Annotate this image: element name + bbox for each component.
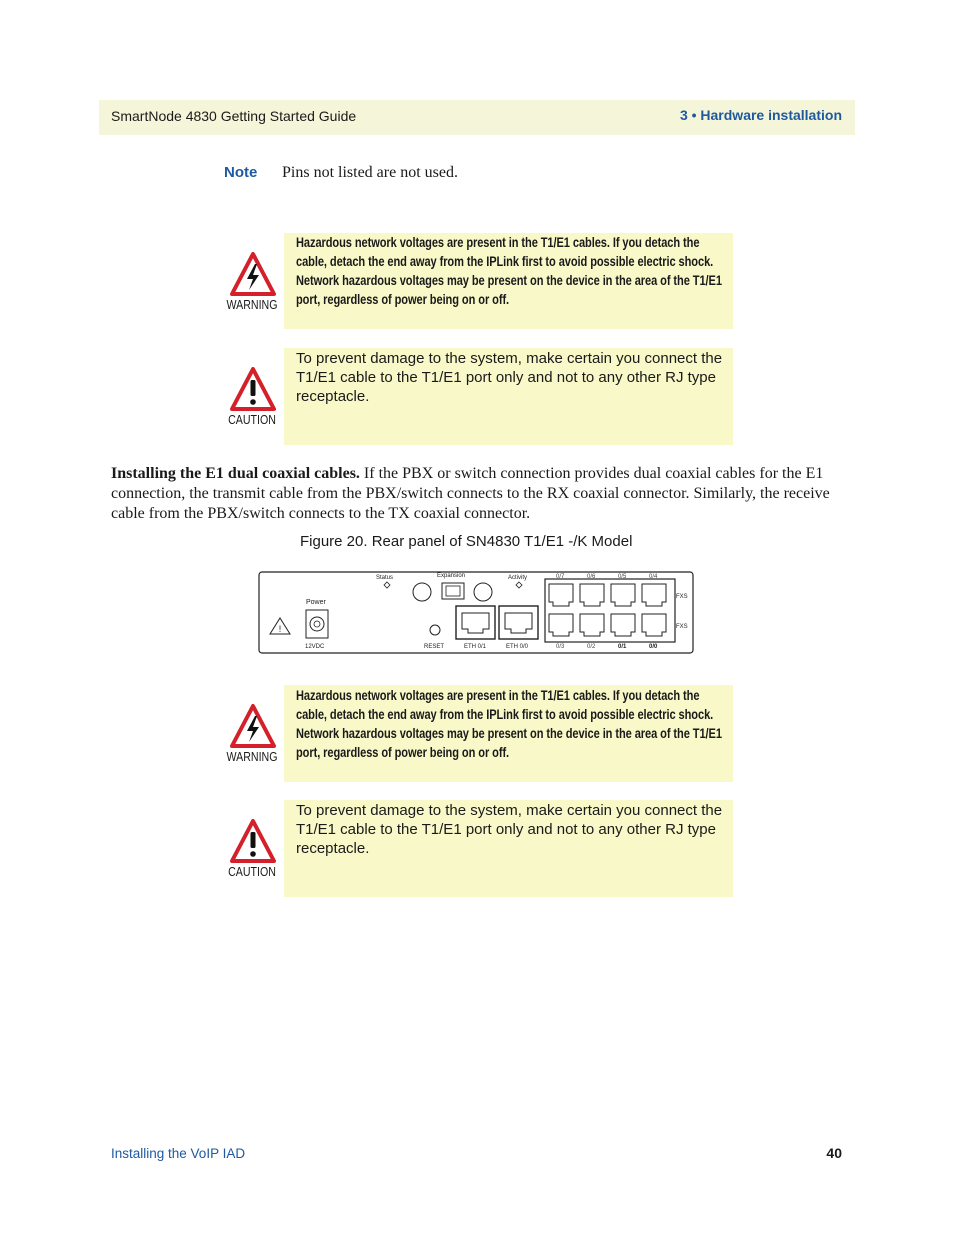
warning-lightning-icon xyxy=(230,252,276,296)
footer-section-title: Installing the VoIP IAD xyxy=(111,1146,246,1161)
page-number: 40 xyxy=(826,1145,842,1161)
rear-panel-figure xyxy=(258,570,695,656)
caution-exclamation-icon xyxy=(230,367,276,411)
port-label-01: 0/1 xyxy=(618,644,627,650)
warning-label: WARNING xyxy=(226,298,278,312)
activity-label: Activity xyxy=(508,575,528,581)
port-label-02: 0/2 xyxy=(587,644,596,650)
caution-text: To prevent damage to the system, make certain you connect the T1/E1 cable to the T1/E1 port only and not to any other RJ type receptacle. xyxy=(296,350,723,405)
warning-lightning-icon-2 xyxy=(230,704,276,748)
port-label-03: 0/3 xyxy=(556,644,565,650)
power-label: Power xyxy=(306,599,326,606)
port-label-04: 0/4 xyxy=(649,574,658,580)
eth0-label: ETH 0/0 xyxy=(506,644,529,650)
note-text: Pins not listed are not used. xyxy=(282,164,458,181)
port-label-05: 0/5 xyxy=(618,574,627,580)
paragraph-text: If the PBX or switch connection provides dual coaxial cables for the E1 connection, the transmit cable from the PBX/switch connects to the RX coaxial connector. Similarly, the receive cable from the PBX/switch connects to the TX coaxial connector. xyxy=(111,465,830,522)
port-label-06: 0/6 xyxy=(587,574,596,580)
panel-warning-mark: ! xyxy=(278,624,282,634)
port-label-07: 0/7 xyxy=(556,574,565,580)
paragraph-heading: Installing the E1 dual coaxial cables. xyxy=(111,465,360,482)
figure-caption: Figure 20. Rear panel of SN4830 T1/E1 -/K Model xyxy=(300,533,633,550)
fxs-label-bottom: FXS xyxy=(676,624,688,630)
fxs-label-top: FXS xyxy=(676,594,688,600)
caution-label: CAUTION xyxy=(228,413,276,427)
caution-label-2: CAUTION xyxy=(228,865,276,879)
warning-label-2: WARNING xyxy=(226,750,278,764)
header-doc-title: SmartNode 4830 Getting Started Guide xyxy=(111,108,357,124)
expansion-label: Expansion xyxy=(437,573,466,579)
eth1-label: ETH 0/1 xyxy=(464,644,487,650)
caution-text-2: To prevent damage to the system, make certain you connect the T1/E1 cable to the T1/E1 port only and not to any other RJ type receptacle. xyxy=(296,802,723,857)
header-chapter: 3 • Hardware installation xyxy=(679,107,842,123)
note-label: Note xyxy=(224,164,258,181)
vdc-label: 12VDC xyxy=(305,644,325,650)
body-paragraph xyxy=(111,464,841,524)
port-label-00: 0/0 xyxy=(649,644,658,650)
reset-label: RESET xyxy=(424,644,445,650)
status-label: Status xyxy=(376,575,394,581)
warning-text: Hazardous network voltages are present in the T1/E1 cables. If you detach the cable, detach the end away from the IPLink first to avoid possible electric shock. Network hazardous voltages may be present on the device in the area of the T1/E1 port, regardless of power being on or off. xyxy=(296,235,722,307)
warning-text-2: Hazardous network voltages are present in the T1/E1 cables. If you detach the cable, detach the end away from the IPLink first to avoid possible electric shock. Network hazardous voltages may be present on the device in the area of the T1/E1 port, regardless of power being on or off. xyxy=(296,688,722,760)
caution-exclamation-icon-2 xyxy=(230,819,276,863)
